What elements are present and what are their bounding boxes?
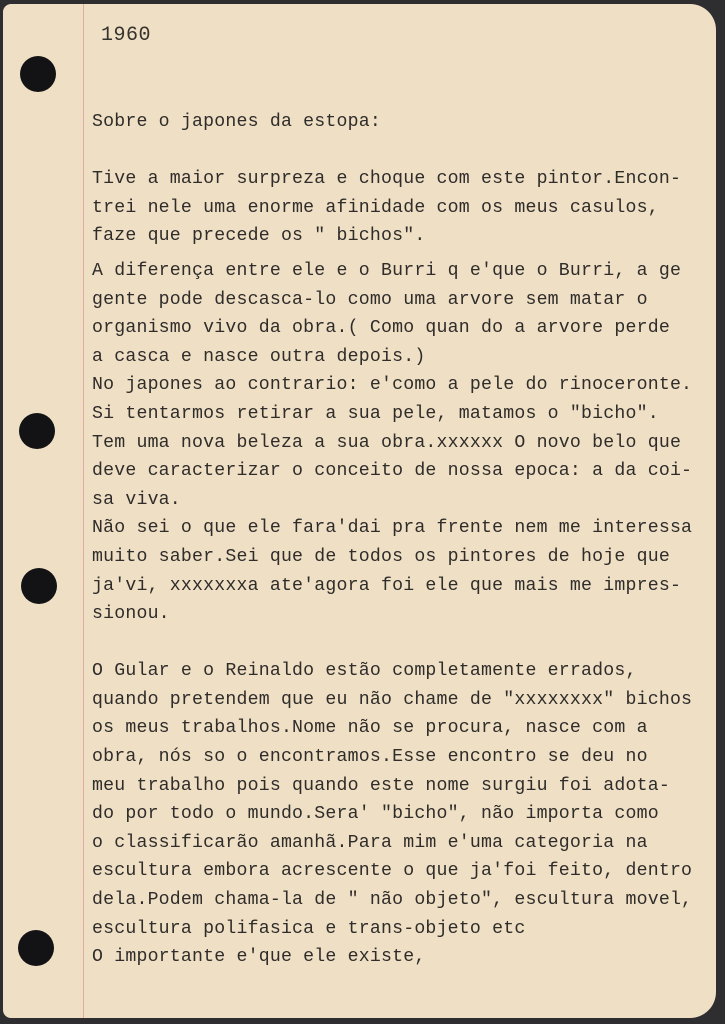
text-line: os meus trabalhos.Nome não se procura, nasce com a [92,718,648,739]
text-line: escultura polifasica e trans-objeto etc [92,918,526,939]
text-line: meu trabalho pois quando este nome surgiu foi adota- [92,775,670,796]
text-line: No japones ao contrario: e'como a pele do rinoceronte. [92,375,693,396]
binder-hole [20,56,56,92]
text-line: O Gular e o Reinaldo estão completamente errados, [92,661,637,682]
text-line: a casca e nasce outra depois.) [92,346,426,367]
text-line: Tive a maior surpreza e choque com este pintor.Encon- [92,169,682,190]
text-line: sa viva. [92,489,181,510]
text-line: O importante e'que ele existe, [92,947,426,968]
text-line: obra, nós so o encontramos.Esse encontro se deu no [92,747,648,768]
text-line: Não sei o que ele fara'dai pra frente nem me interessa [92,518,693,539]
text-line: do por todo o mundo.Sera' "bicho", não importa como [92,804,659,825]
paragraph-2 [92,257,716,629]
year-label: 1960 [101,24,152,47]
text-line: escultura embora acrescente o que ja'foi feito, dentro [92,861,693,882]
text-line: muito saber.Sei que de todos os pintores de hoje que [92,546,670,567]
text-line: sionou. [92,604,170,625]
text-line: dela.Podem chama-la de " não objeto", escultura movel, [92,890,693,911]
text-line: A diferença entre ele e o Burri q e'que o Burri, a ge [92,260,682,281]
heading-line: Sobre o japones da estopa: [92,112,381,132]
document-body [92,108,716,972]
binder-hole [21,568,57,604]
text-line: faze que precede os " bichos". [92,226,426,247]
text-line: quando pretendem que eu não chame de "xxxxxxxx" bichos [92,689,693,710]
text-line: Tem uma nova beleza a sua obra.xxxxxx O novo belo que [92,432,682,453]
paragraph-3 [92,657,716,972]
binder-hole [19,413,55,449]
text-line: ja'vi, xxxxxxxa ate'agora foi ele que mais me impres- [92,575,682,596]
text-line: trei nele uma enorme afinidade com os meus casulos, [92,197,659,218]
paragraph-1 [92,165,716,251]
binder-hole [18,930,54,966]
typewritten-page [3,4,716,1018]
text-line: o classificarão amanhã.Para mim e'uma categoria na [92,832,648,853]
text-line: Si tentarmos retirar a sua pele, matamos o "bicho". [92,403,659,424]
margin-line [83,4,84,1018]
text-line: deve caracterizar o conceito de nossa epoca: a da coi- [92,461,693,482]
text-line: organismo vivo da obra.( Como quan do a arvore perde [92,318,670,339]
text-line: gente pode descasca-lo como uma arvore sem matar o [92,289,648,310]
